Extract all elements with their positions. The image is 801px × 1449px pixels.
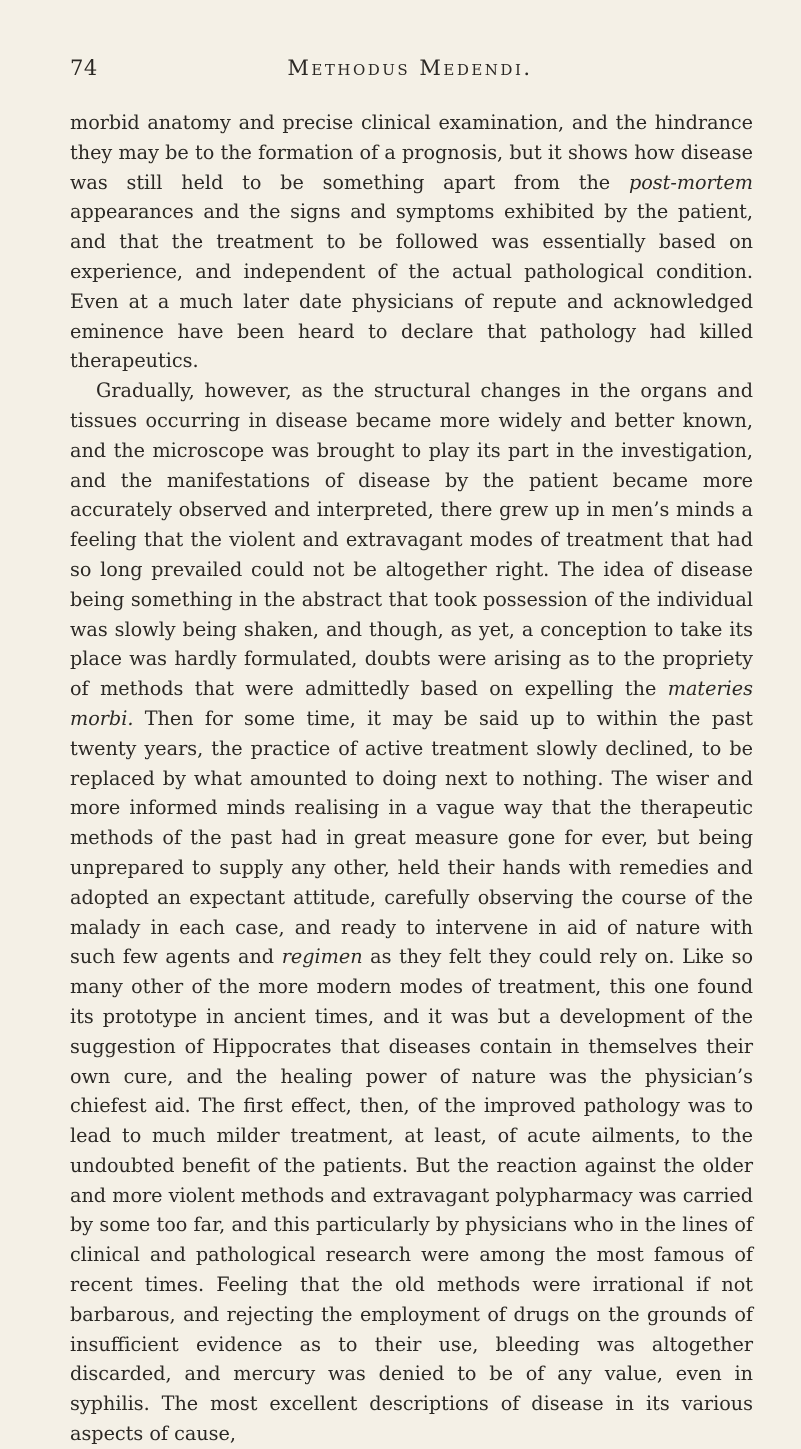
italic-term: post-mortem xyxy=(628,170,753,194)
italic-term: regimen xyxy=(281,945,363,969)
running-head: Methodus Medendi. xyxy=(287,56,533,80)
paragraph xyxy=(70,376,753,1449)
page-header xyxy=(70,56,750,92)
text-segment: Gradually, however, as the structural changes in the organs and tissues occurring in disease became more widely and better known, and the microscope was brought to play its part in the investigation, and the manifestations of disease by the patient became more accurately observed and interpreted, there grew up in men’s minds a feeling that the violent and extravagant modes of treatment that had so long prevailed could not be altogether right. The idea of disease being something in the abstract that took possession of the individual was slowly being shaken, and though, as yet, a conception to take its place was hardly formulated, doubts were arising as to the propriety of methods that were admittedly based on expelling the xyxy=(70,379,753,701)
text-segment: Then for some time, it may be said up to within the past twenty years, the practice of active treatment slowly declined, to be replaced by what amounted to doing next to nothing. The wiser and more informed minds realising in a vague way that the therapeutic methods of the past had in great measure gone for ever, but being unprepared to supply any other, held their hands with remedies and adopted an expectant attitude, carefully observing the course of the malady in each case, and ready to intervene in aid of nature with such few agents and xyxy=(70,706,753,969)
text-segment: appearances and the signs and symptoms exhibited by the patient, and that the treatment to be followed was essentially based on experience, and independent of the actual pathological condition. Even at a much later date physicians of repute and acknowledged eminence have been heard to declare that pathology had killed therapeutics. xyxy=(70,200,753,373)
text-segment: morbid anatomy and precise clinical examination, and the hindrance they may be to the formation of a prognosis, but it shows how disease was still held to be something apart from the xyxy=(70,111,753,194)
body-text xyxy=(70,108,753,1449)
italic-term: materies morbi. xyxy=(70,677,753,730)
paragraph xyxy=(70,108,753,376)
page-number: 74 xyxy=(70,56,98,80)
text-segment: as they felt they could rely on. Like so many other of the more modern modes of treatment, this one found its prototype in ancient times, and it was but a development of the suggestion of Hippocrates that diseases contain in themselves their own cure, and the healing power of nature was the physician’s chiefest aid. The first effect, then, of the improved pathology was to lead to much milder treatment, at least, of acute ailments, to the undoubted benefit of the patients. But the reaction against the older and more violent methods and extravagant polypharmacy was carried by some too far, and this particularly by physicians who in the lines of clinical and pathological research were among the most famous of recent times. Feeling that the old methods were irrational if not barbarous, and rejecting the employment of drugs on the grounds of insufficient evidence as to their use, bleeding was altogether discarded, and mercury was denied to be of any value, even in syphilis. The most excellent descriptions of disease in its various aspects of cause, xyxy=(70,945,753,1446)
